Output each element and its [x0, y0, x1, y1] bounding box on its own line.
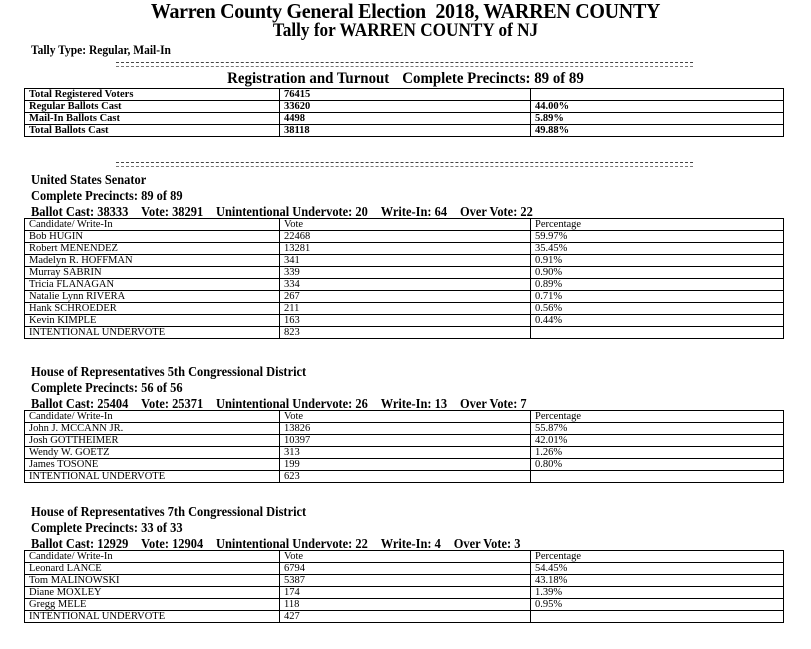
table-row	[25, 435, 784, 447]
candidate-name: INTENTIONAL UNDERVOTE	[25, 611, 280, 623]
column-header-percentage: Percentage	[531, 411, 784, 423]
vote-percentage: 0.89%	[531, 279, 784, 291]
vote-percentage: 35.45%	[531, 243, 784, 255]
vote-count: 118	[280, 599, 531, 611]
vote-percentage: 54.45%	[531, 563, 784, 575]
vote-total: Vote: 12904	[141, 536, 204, 551]
vote-count: 174	[280, 587, 531, 599]
vote-percentage	[531, 327, 784, 339]
write-in: Write-In: 13	[380, 396, 448, 411]
race-title: House of Representatives 7th Congressional District	[31, 504, 307, 519]
vote-percentage	[531, 471, 784, 483]
unintentional-undervote: Unintentional Undervote: 26	[216, 396, 368, 411]
write-in: Write-In: 64	[380, 204, 448, 219]
candidate-name: John J. MCCANN JR.	[25, 423, 280, 435]
candidate-name: INTENTIONAL UNDERVOTE	[25, 471, 280, 483]
vote-count: 823	[280, 327, 531, 339]
vote-count: 163	[280, 315, 531, 327]
over-vote: Over Vote: 22	[459, 204, 533, 219]
race-results-table	[24, 218, 784, 339]
table-header-row	[25, 411, 784, 423]
table-row	[25, 447, 784, 459]
candidate-name: Hank SCHROEDER	[25, 303, 280, 315]
separator-line	[116, 62, 693, 67]
column-header-vote: Vote	[280, 411, 531, 423]
table-row	[25, 575, 784, 587]
race-results-table	[24, 550, 784, 623]
candidate-name: Madelyn R. HOFFMAN	[25, 255, 280, 267]
tally-type: Tally Type: Regular, Mail-In	[31, 43, 171, 57]
vote-total: Vote: 38291	[141, 204, 204, 219]
vote-count: 6794	[280, 563, 531, 575]
row-value: 4498	[280, 113, 531, 125]
candidate-name: Wendy W. GOETZ	[25, 447, 280, 459]
vote-count: 427	[280, 611, 531, 623]
vote-count: 334	[280, 279, 531, 291]
table-header-row	[25, 219, 784, 231]
vote-percentage: 0.80%	[531, 459, 784, 471]
vote-count: 13826	[280, 423, 531, 435]
registration-title: Registration and Turnout	[227, 70, 390, 87]
vote-count: 267	[280, 291, 531, 303]
vote-percentage: 1.26%	[531, 447, 784, 459]
registration-table	[24, 88, 784, 137]
row-label: Mail-In Ballots Cast	[25, 113, 280, 125]
unintentional-undervote: Unintentional Undervote: 22	[216, 536, 368, 551]
row-label: Regular Ballots Cast	[25, 101, 280, 113]
table-row	[25, 243, 784, 255]
table-row	[25, 423, 784, 435]
vote-percentage: 42.01%	[531, 435, 784, 447]
race-results-table	[24, 410, 784, 483]
row-value: 76415	[280, 89, 531, 101]
table-header-row	[25, 551, 784, 563]
page-title: Warren County General Election 2018, WARREN COUNTY	[150, 0, 661, 23]
vote-count: 13281	[280, 243, 531, 255]
table-row	[25, 599, 784, 611]
registration-row	[25, 89, 784, 101]
table-row	[25, 327, 784, 339]
vote-percentage: 0.56%	[531, 303, 784, 315]
row-label: Total Registered Voters	[25, 89, 280, 101]
table-row	[25, 267, 784, 279]
registration-row	[25, 113, 784, 125]
row-percentage: 5.89%	[531, 113, 784, 125]
vote-count: 10397	[280, 435, 531, 447]
vote-percentage: 0.95%	[531, 599, 784, 611]
vote-count: 341	[280, 255, 531, 267]
vote-percentage: 0.90%	[531, 267, 784, 279]
table-row	[25, 279, 784, 291]
candidate-name: Josh GOTTHEIMER	[25, 435, 280, 447]
candidate-name: James TOSONE	[25, 459, 280, 471]
column-header-candidate: Candidate/ Write-In	[25, 551, 280, 563]
table-row	[25, 587, 784, 599]
write-in: Write-In: 4	[380, 536, 441, 551]
candidate-name: Kevin KIMPLE	[25, 315, 280, 327]
column-header-vote: Vote	[280, 551, 531, 563]
candidate-name: Diane MOXLEY	[25, 587, 280, 599]
vote-count: 5387	[280, 575, 531, 587]
vote-percentage: 43.18%	[531, 575, 784, 587]
candidate-name: Leonard LANCE	[25, 563, 280, 575]
column-header-candidate: Candidate/ Write-In	[25, 411, 280, 423]
table-row	[25, 255, 784, 267]
vote-count: 211	[280, 303, 531, 315]
page-subtitle: Tally for WARREN COUNTY of NJ	[272, 21, 539, 41]
column-header-percentage: Percentage	[531, 219, 784, 231]
row-percentage	[531, 89, 784, 101]
row-label: Total Ballots Cast	[25, 125, 280, 137]
vote-count: 199	[280, 459, 531, 471]
registration-row	[25, 125, 784, 137]
row-percentage: 44.00%	[531, 101, 784, 113]
vote-percentage: 0.91%	[531, 255, 784, 267]
race-precincts: Complete Precincts: 56 of 56	[31, 380, 183, 395]
over-vote: Over Vote: 7	[459, 396, 527, 411]
candidate-name: INTENTIONAL UNDERVOTE	[25, 327, 280, 339]
table-row	[25, 459, 784, 471]
vote-percentage: 0.71%	[531, 291, 784, 303]
column-header-candidate: Candidate/ Write-In	[25, 219, 280, 231]
vote-percentage: 1.39%	[531, 587, 784, 599]
table-row	[25, 611, 784, 623]
registration-precincts: Complete Precincts: 89 of 89	[402, 70, 584, 87]
unintentional-undervote: Unintentional Undervote: 20	[216, 204, 368, 219]
over-vote: Over Vote: 3	[453, 536, 521, 551]
vote-count: 623	[280, 471, 531, 483]
ballot-cast: Ballot Cast: 12929	[31, 536, 129, 551]
vote-percentage: 0.44%	[531, 315, 784, 327]
separator-line	[116, 162, 693, 167]
vote-percentage: 59.97%	[531, 231, 784, 243]
ballot-cast: Ballot Cast: 25404	[31, 396, 129, 411]
candidate-name: Gregg MELE	[25, 599, 280, 611]
race-title: House of Representatives 5th Congressional District	[31, 364, 307, 379]
candidate-name: Murray SABRIN	[25, 267, 280, 279]
candidate-name: Robert MENENDEZ	[25, 243, 280, 255]
vote-total: Vote: 25371	[141, 396, 204, 411]
ballot-cast: Ballot Cast: 38333	[31, 204, 129, 219]
race-title: United States Senator	[31, 172, 147, 187]
table-row	[25, 315, 784, 327]
registration-heading	[28, 70, 782, 88]
vote-count: 22468	[280, 231, 531, 243]
table-row	[25, 303, 784, 315]
table-row	[25, 291, 784, 303]
candidate-name: Tom MALINOWSKI	[25, 575, 280, 587]
row-value: 33620	[280, 101, 531, 113]
race-precincts: Complete Precincts: 89 of 89	[31, 188, 183, 203]
candidate-name: Tricia FLANAGAN	[25, 279, 280, 291]
column-header-percentage: Percentage	[531, 551, 784, 563]
vote-count: 339	[280, 267, 531, 279]
table-row	[25, 231, 784, 243]
vote-percentage: 55.87%	[531, 423, 784, 435]
table-row	[25, 471, 784, 483]
candidate-name: Bob HUGIN	[25, 231, 280, 243]
vote-percentage	[531, 611, 784, 623]
registration-row	[25, 101, 784, 113]
candidate-name: Natalie Lynn RIVERA	[25, 291, 280, 303]
row-percentage: 49.88%	[531, 125, 784, 137]
table-row	[25, 563, 784, 575]
row-value: 38118	[280, 125, 531, 137]
column-header-vote: Vote	[280, 219, 531, 231]
race-precincts: Complete Precincts: 33 of 33	[31, 520, 183, 535]
vote-count: 313	[280, 447, 531, 459]
